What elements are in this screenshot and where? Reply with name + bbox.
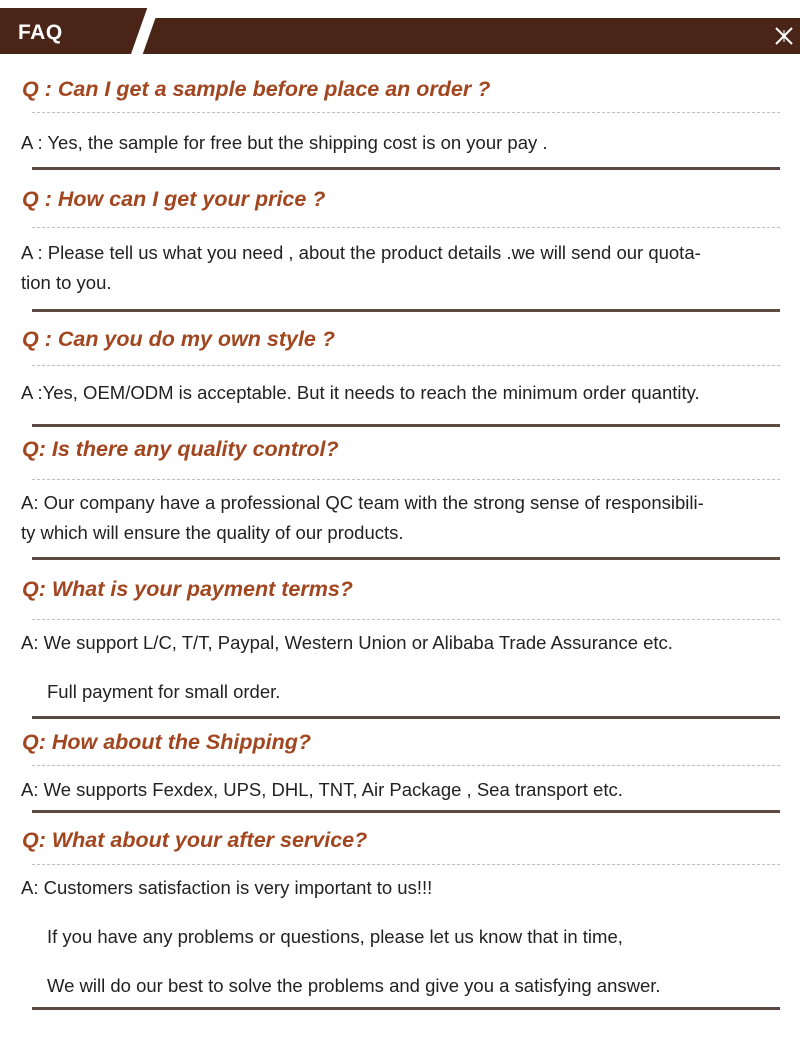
section-separator [32, 716, 780, 719]
faq-answer [21, 922, 800, 952]
answer-line: A: Customers satisfaction is very important to us!!! [21, 877, 433, 898]
page-title: FAQ [18, 21, 63, 44]
faq-question: Q : Can you do my own style ? [22, 327, 335, 351]
dashed-divider [32, 619, 780, 620]
answer-line: A : Yes, the sample for free but the shipping cost is on your pay . [21, 132, 548, 153]
answer-line: tion to you. [21, 272, 112, 293]
dashed-divider [32, 479, 780, 480]
section-separator [32, 810, 780, 813]
answer-line: We will do our best to solve the problems and give you a satisfying answer. [47, 975, 661, 996]
faq-answer [21, 873, 781, 903]
close-x-icon[interactable] [773, 25, 795, 47]
section-separator [32, 557, 780, 560]
answer-line: A: We supports Fexdex, UPS, DHL, TNT, Air Package , Sea transport etc. [21, 779, 623, 800]
dashed-divider [32, 864, 780, 865]
faq-answer [21, 971, 800, 1001]
section-separator [32, 309, 780, 312]
faq-question: Q: What about your after service? [22, 828, 368, 852]
faq-answer [21, 238, 781, 298]
answer-line: A : Please tell us what you need , about the product details .we will send our quota- [21, 242, 701, 263]
dashed-divider [32, 765, 780, 766]
faq-question: Q : How can I get your price ? [22, 187, 326, 211]
faq-answer [21, 628, 781, 658]
answer-line: Full payment for small order. [47, 681, 281, 702]
section-separator [32, 167, 780, 170]
faq-header [0, 0, 800, 58]
answer-line: ty which will ensure the quality of our products. [21, 522, 404, 543]
dashed-divider [32, 227, 780, 228]
answer-line: A :Yes, OEM/ODM is acceptable. But it needs to reach the minimum order quantity. [21, 382, 700, 403]
faq-answer [21, 677, 800, 707]
faq-answer [21, 128, 781, 158]
answer-line: A: Our company have a professional QC team with the strong sense of responsibili- [21, 492, 704, 513]
faq-question: Q: What is your payment terms? [22, 577, 353, 601]
faq-answer [21, 488, 781, 548]
answer-line: A: We support L/C, T/T, Paypal, Western Union or Alibaba Trade Assurance etc. [21, 632, 673, 653]
faq-question: Q : Can I get a sample before place an order ? [22, 77, 491, 101]
section-separator [32, 424, 780, 427]
dashed-divider [32, 112, 780, 113]
dashed-divider [32, 365, 780, 366]
section-separator [32, 1007, 780, 1010]
answer-line: If you have any problems or questions, please let us know that in time, [47, 926, 623, 947]
faq-answer [21, 378, 781, 408]
faq-question: Q: How about the Shipping? [22, 730, 312, 754]
faq-answer [21, 775, 781, 805]
faq-question: Q: Is there any quality control? [22, 437, 339, 461]
